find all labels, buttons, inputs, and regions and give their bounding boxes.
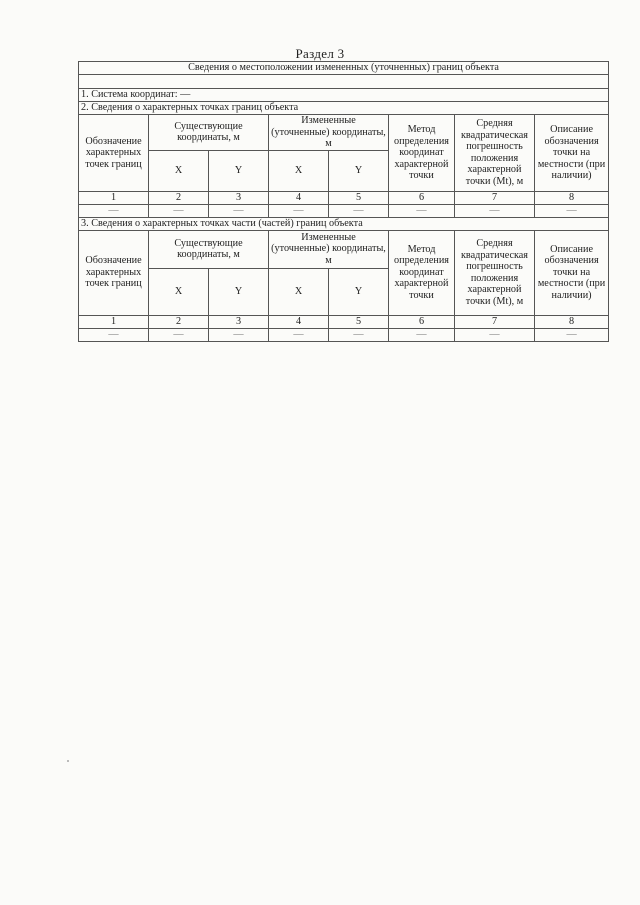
- boundaries-table: [78, 61, 609, 342]
- s2-num-1: 1: [79, 191, 149, 204]
- s2-cell-3: —: [209, 204, 269, 217]
- s2-num-7: 7: [455, 191, 535, 204]
- s3-existing-x: X: [149, 268, 209, 315]
- s3-num-3: 3: [209, 315, 269, 328]
- s3-col-changed: Измененные (уточненные) координаты, м: [269, 230, 389, 268]
- s3-cell-5: —: [329, 328, 389, 341]
- s3-col-existing: Существующие координаты, м: [149, 230, 269, 268]
- s2-col-error: Средняя квадратическая погрешность положения характерной точки (Mt), м: [455, 115, 535, 192]
- section-title: Раздел 3: [295, 46, 345, 61]
- s3-cell-8: —: [535, 328, 609, 341]
- s3-num-5: 5: [329, 315, 389, 328]
- s2-num-5: 5: [329, 191, 389, 204]
- s2-cell-2: —: [149, 204, 209, 217]
- s3-num-1: 1: [79, 315, 149, 328]
- s3-col-error: Средняя квадратическая погрешность положения характерной точки (Mt), м: [455, 230, 535, 315]
- s2-cell-5: —: [329, 204, 389, 217]
- s2-cell-7: —: [455, 204, 535, 217]
- s3-existing-y: Y: [209, 268, 269, 315]
- s2-existing-y: Y: [209, 150, 269, 191]
- s2-num-2: 2: [149, 191, 209, 204]
- s3-num-6: 6: [389, 315, 455, 328]
- s3-cell-1: —: [79, 328, 149, 341]
- s3-num-4: 4: [269, 315, 329, 328]
- s3-number-row: [79, 315, 609, 328]
- s3-cell-7: —: [455, 328, 535, 341]
- s3-col-method: Метод определения координат характерной точки: [389, 230, 455, 315]
- s2-changed-y: Y: [329, 150, 389, 191]
- coordinate-system: 1. Система координат: —: [79, 89, 609, 102]
- s2-data-row: [79, 204, 609, 217]
- s2-num-4: 4: [269, 191, 329, 204]
- s3-changed-y: Y: [329, 268, 389, 315]
- s2-num-8: 8: [535, 191, 609, 204]
- s2-col-method: Метод определения координат характерной точки: [389, 115, 455, 192]
- s2-col-designation: Обозначение характерных точек границ: [79, 115, 149, 192]
- s2-cell-4: —: [269, 204, 329, 217]
- s3-num-2: 2: [149, 315, 209, 328]
- s2-cell-8: —: [535, 204, 609, 217]
- s3-changed-x: X: [269, 268, 329, 315]
- s2-num-3: 3: [209, 191, 269, 204]
- s3-col-designation: Обозначение характерных точек границ: [79, 230, 149, 315]
- s3-cell-3: —: [209, 328, 269, 341]
- s3-cell-6: —: [389, 328, 455, 341]
- table-title: Сведения о местоположении измененных (уточненных) границ объекта: [79, 62, 609, 75]
- s2-num-6: 6: [389, 191, 455, 204]
- s2-col-existing: Существующие координаты, м: [149, 115, 269, 151]
- s2-col-description: Описание обозначения точки на местности (при наличии): [535, 115, 609, 192]
- s3-num-8: 8: [535, 315, 609, 328]
- s3-data-row: [79, 328, 609, 341]
- scan-speck: [67, 760, 69, 762]
- s2-changed-x: X: [269, 150, 329, 191]
- s3-num-7: 7: [455, 315, 535, 328]
- section2-title: 2. Сведения о характерных точках границ объекта: [79, 102, 609, 115]
- s3-cell-4: —: [269, 328, 329, 341]
- section3-title: 3. Сведения о характерных точках части (частей) границ объекта: [79, 217, 609, 230]
- s2-existing-x: X: [149, 150, 209, 191]
- s2-number-row: [79, 191, 609, 204]
- s2-cell-1: —: [79, 204, 149, 217]
- s3-col-description: Описание обозначения точки на местности (при наличии): [535, 230, 609, 315]
- blank-row: [79, 75, 609, 89]
- s2-cell-6: —: [389, 204, 455, 217]
- s2-col-changed: Измененные (уточненные) координаты, м: [269, 115, 389, 151]
- s3-cell-2: —: [149, 328, 209, 341]
